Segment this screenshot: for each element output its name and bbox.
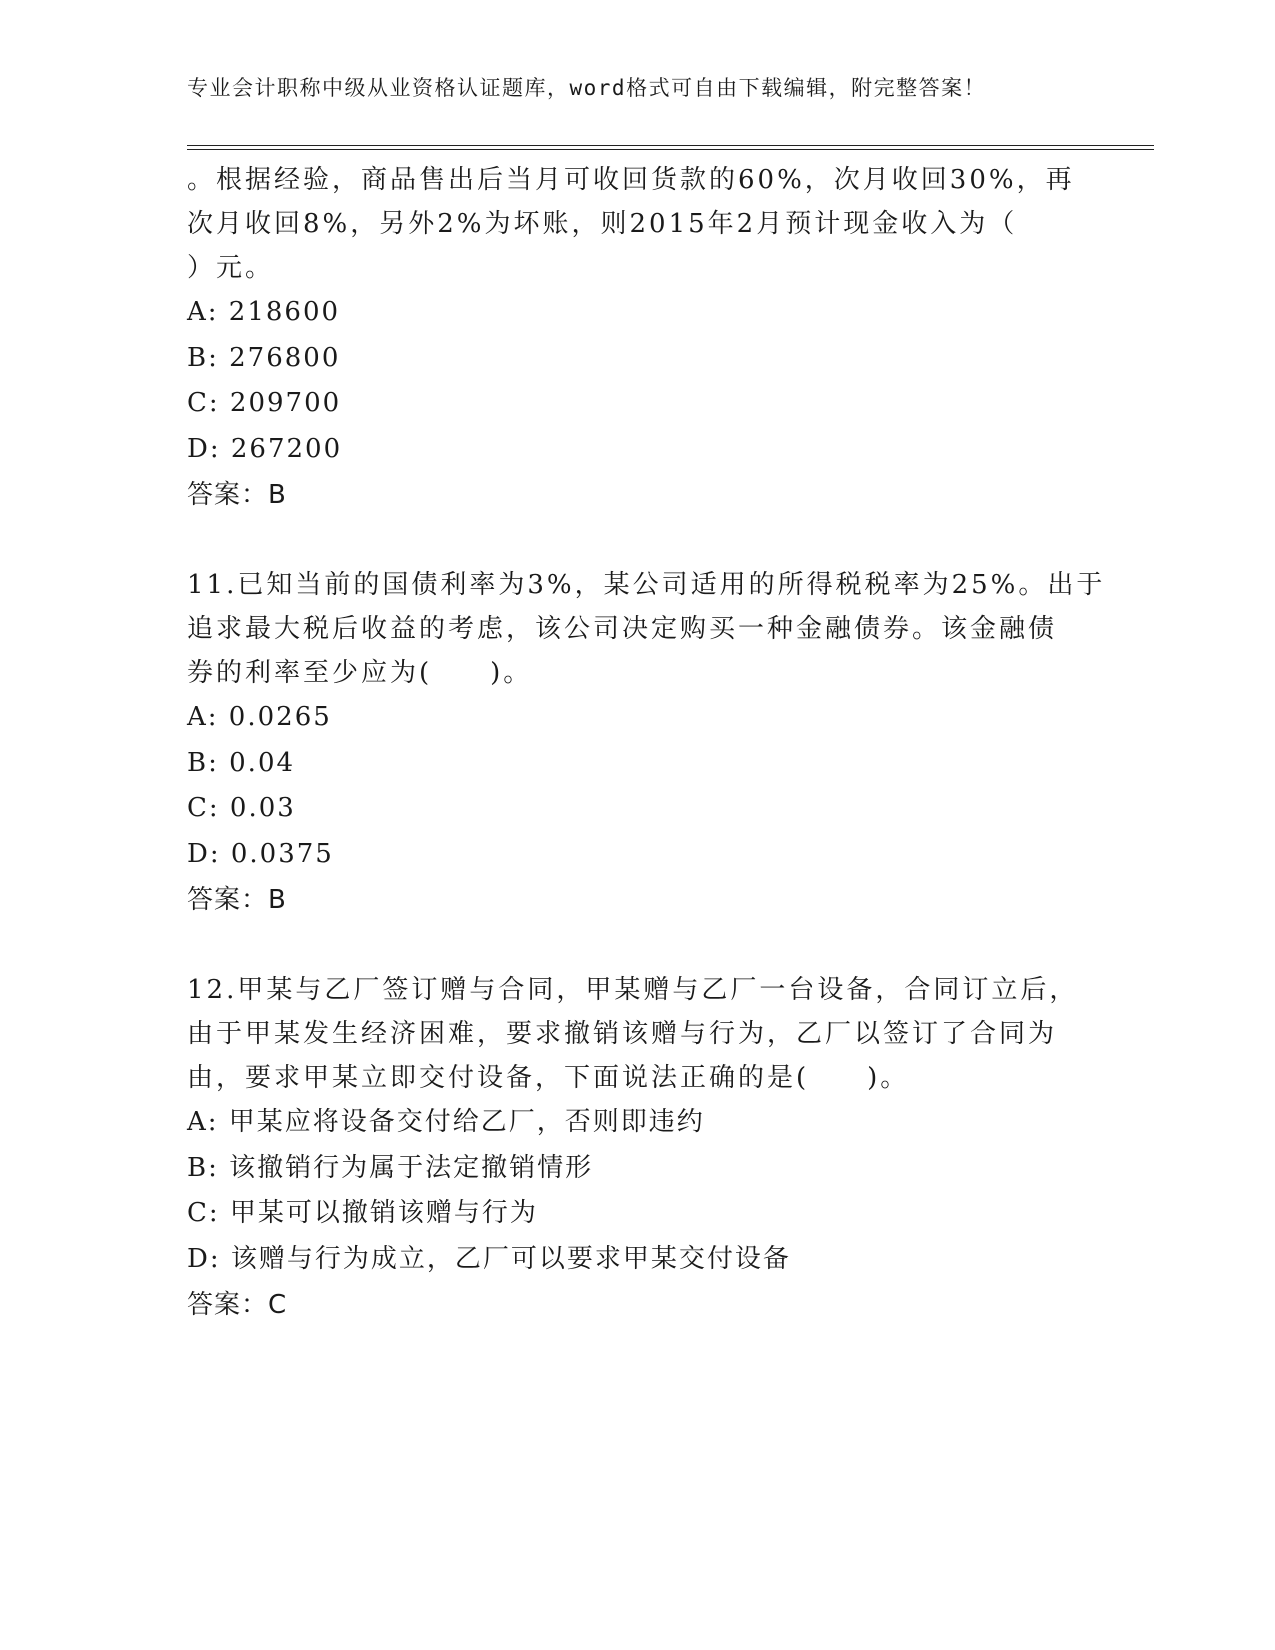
spacer: [187, 923, 1087, 968]
option-c: C: 209700: [187, 388, 342, 418]
option-d: D: 该赠与行为成立，乙厂可以要求甲某交付设备: [187, 1243, 791, 1274]
answer-line: 答案：B: [187, 885, 287, 915]
option-a: A: 甲某应将设备交付给乙厂，否则即违约: [187, 1107, 705, 1137]
option-d: D: 0.0375: [187, 838, 334, 869]
question-block: [187, 158, 1087, 518]
answer-line: 答案：C: [187, 1290, 288, 1320]
option-a: A: 218600: [187, 297, 341, 327]
question-block: [187, 563, 1106, 923]
question-text-line: 券的利率至少应为( )。: [187, 658, 533, 688]
question-text-line: 12.甲某与乙厂签订赠与合同，甲某赠与乙厂一台设备，合同订立后，: [187, 975, 1079, 1005]
option-d: D: 267200: [187, 433, 343, 464]
option-b: B: 该撤销行为属于法定撤销情形: [187, 1152, 594, 1183]
option-b: B: 0.04: [187, 747, 296, 778]
question-text-line: 次月收回8%，另外2%为坏账，则2015年2月预计现金收入为（: [187, 209, 1018, 239]
spacer: [187, 518, 1087, 563]
question-text-line: 由，要求甲某立即交付设备，下面说法正确的是( )。: [187, 1063, 910, 1093]
option-a: A: 0.0265: [187, 702, 332, 732]
question-block: [187, 968, 1087, 1328]
question-text-line: 由于甲某发生经济困难，要求撤销该赠与行为，乙厂以签订了合同为: [187, 1019, 1058, 1049]
question-text-line: 11.已知当前的国债利率为3%，某公司适用的所得税税率为25%。出于: [187, 570, 1106, 600]
page-header: 专业会计职称中级从业资格认证题库，word格式可自由下载编辑，附完整答案！: [187, 76, 987, 100]
header-divider: [187, 145, 1154, 150]
option-c: C: 甲某可以撤销该赠与行为: [187, 1198, 538, 1228]
question-text-line: 追求最大税后收益的考虑，该公司决定购买一种金融债券。该金融债: [187, 614, 1058, 644]
question-text-line: ）元。: [187, 253, 275, 283]
option-c: C: 0.03: [187, 793, 296, 823]
option-b: B: 276800: [187, 342, 341, 373]
question-list: [187, 158, 1106, 1328]
answer-line: 答案：B: [187, 480, 287, 510]
question-text-line: 。根据经验，商品售出后当月可收回货款的60%，次月收回30%，再: [187, 165, 1075, 195]
